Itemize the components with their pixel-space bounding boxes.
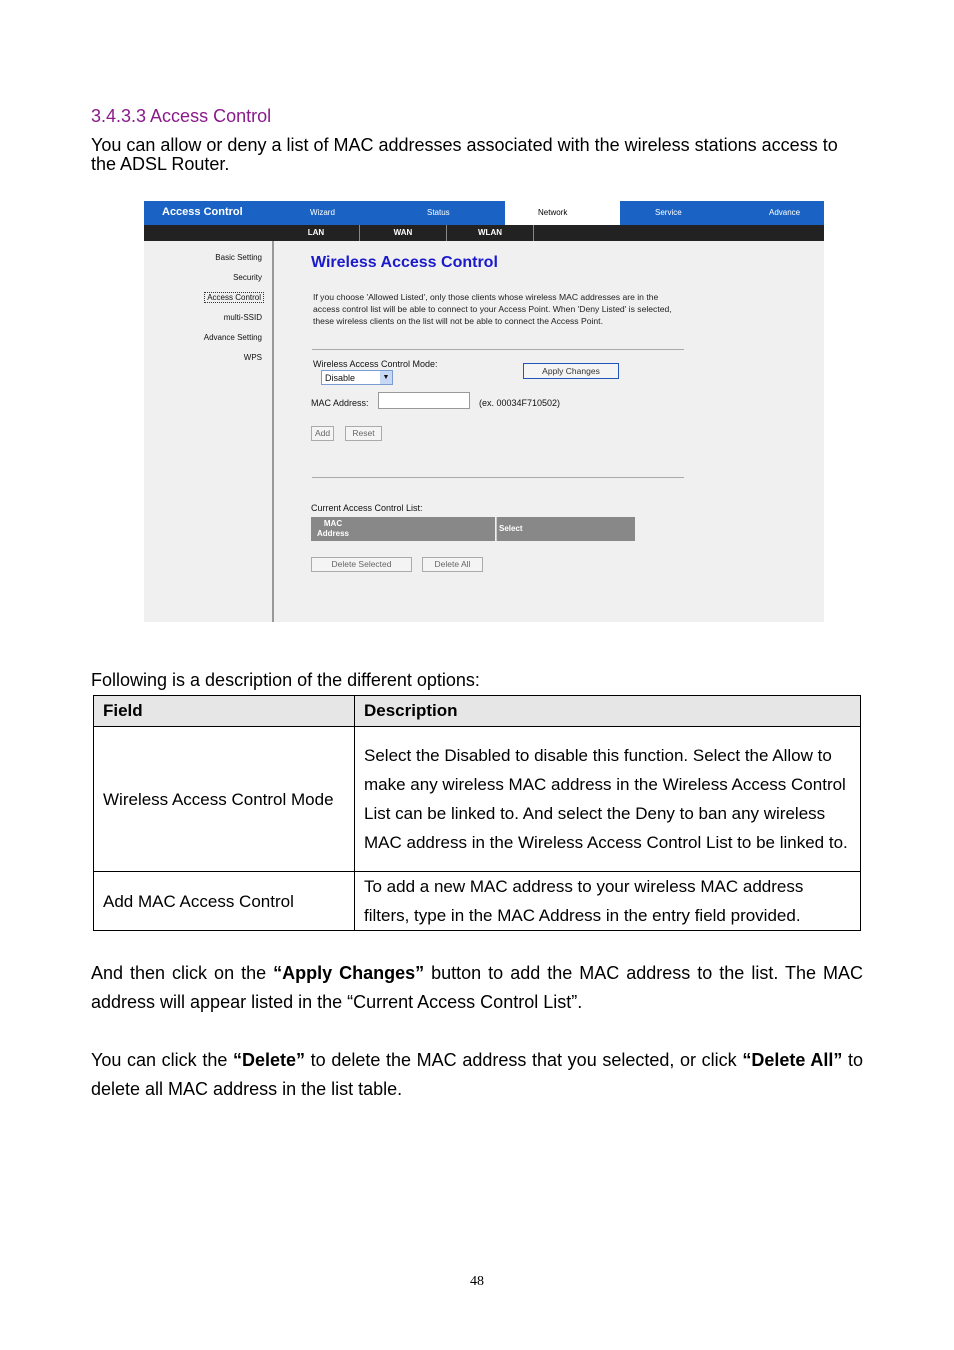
- mode-label: Wireless Access Control Mode:: [313, 359, 438, 369]
- table-header-row: [94, 696, 861, 727]
- brand-title: Access Control: [162, 206, 243, 218]
- column-header-field: Field: [94, 696, 355, 727]
- left-sidebar: [144, 241, 274, 622]
- list-label: Current Access Control List:: [311, 503, 423, 513]
- delete-paragraph: You can click the “Delete” to delete the MAC address that you selected, or click “Delete All” to delete all MAC address in the list table.: [91, 1050, 863, 1099]
- page-description: If you choose 'Allowed Listed', only those clients whose wireless MAC addresses are in the access control list will be able to connect to your Access Point. When 'Deny Listed' is selected, these wireless clients on the list will not be able to connect the Access Point.: [313, 292, 672, 326]
- section-heading: 3.4.3.3 Access Control: [91, 106, 272, 126]
- mac-address-label: MAC Address:: [311, 398, 369, 408]
- mac-example-hint: (ex. 00034F710502): [479, 398, 561, 408]
- intro-paragraph: You can allow or deny a list of MAC addresses associated with the wireless stations access to the ADSL Router.: [91, 135, 838, 174]
- page-title: Wireless Access Control: [311, 254, 498, 271]
- tab-service[interactable]: Service: [655, 208, 682, 217]
- table-row: [94, 872, 861, 931]
- tab-wizard[interactable]: Wizard: [310, 208, 335, 217]
- chevron-down-icon: ▼: [380, 371, 392, 384]
- delete-selected-button[interactable]: Delete Selected: [311, 557, 412, 572]
- divider: [312, 477, 684, 478]
- subtab-lan[interactable]: LAN: [273, 225, 360, 241]
- description-cell: Select the Disabled to disable this function. Select the Allow to make any wireless MAC address in the Wireless Access Control List can be linked to. And select the Deny to ban any wireless MAC address in the Wireless Access Control List to be linked to.: [355, 727, 861, 872]
- subtab-wan[interactable]: WAN: [360, 225, 447, 241]
- description-cell: To add a new MAC address to your wireless MAC address filters, type in the MAC Address in the entry field provided.: [355, 872, 861, 931]
- sidebar-item-basic-setting[interactable]: Basic Setting: [215, 253, 262, 262]
- reset-button[interactable]: Reset: [345, 426, 382, 441]
- delete-all-button[interactable]: Delete All: [422, 557, 483, 572]
- sidebar-item-security[interactable]: Security: [233, 273, 262, 282]
- divider: [312, 349, 684, 350]
- apply-changes-button[interactable]: Apply Changes: [523, 363, 619, 379]
- column-header-mac-address: MAC Address: [311, 517, 495, 541]
- field-cell: Wireless Access Control Mode: [94, 727, 355, 872]
- options-intro: Following is a description of the different options:: [91, 670, 480, 690]
- column-header-description: Description: [355, 696, 861, 727]
- tab-network[interactable]: Network: [505, 201, 620, 225]
- add-button[interactable]: Add: [311, 426, 334, 441]
- top-navigation-bar: [144, 201, 824, 225]
- sidebar-item-advance-setting[interactable]: Advance Setting: [203, 333, 262, 342]
- page-number: 48: [470, 1274, 484, 1289]
- options-table: [93, 695, 861, 931]
- mac-address-input[interactable]: [378, 392, 470, 409]
- mode-select-value: Disable: [325, 373, 356, 383]
- apply-paragraph: And then click on the “Apply Changes” button to add the MAC address to the list. The MAC address will appear listed in the “Current Access Control List”.: [91, 963, 864, 1012]
- field-cell: Add MAC Access Control: [94, 872, 355, 931]
- subtab-wlan[interactable]: WLAN: [447, 225, 534, 241]
- sub-navigation-bar: [144, 225, 824, 241]
- tab-advance[interactable]: Advance: [769, 208, 801, 217]
- mode-select[interactable]: [321, 370, 393, 385]
- sidebar-item-wps[interactable]: WPS: [243, 353, 262, 362]
- table-row: [94, 727, 861, 872]
- sidebar-item-access-control[interactable]: Access Control: [204, 292, 264, 303]
- tab-status[interactable]: Status: [427, 208, 450, 217]
- router-screenshot: [144, 201, 824, 622]
- sidebar-item-multi-ssid[interactable]: multi-SSID: [223, 313, 262, 322]
- column-header-select: Select: [496, 517, 635, 541]
